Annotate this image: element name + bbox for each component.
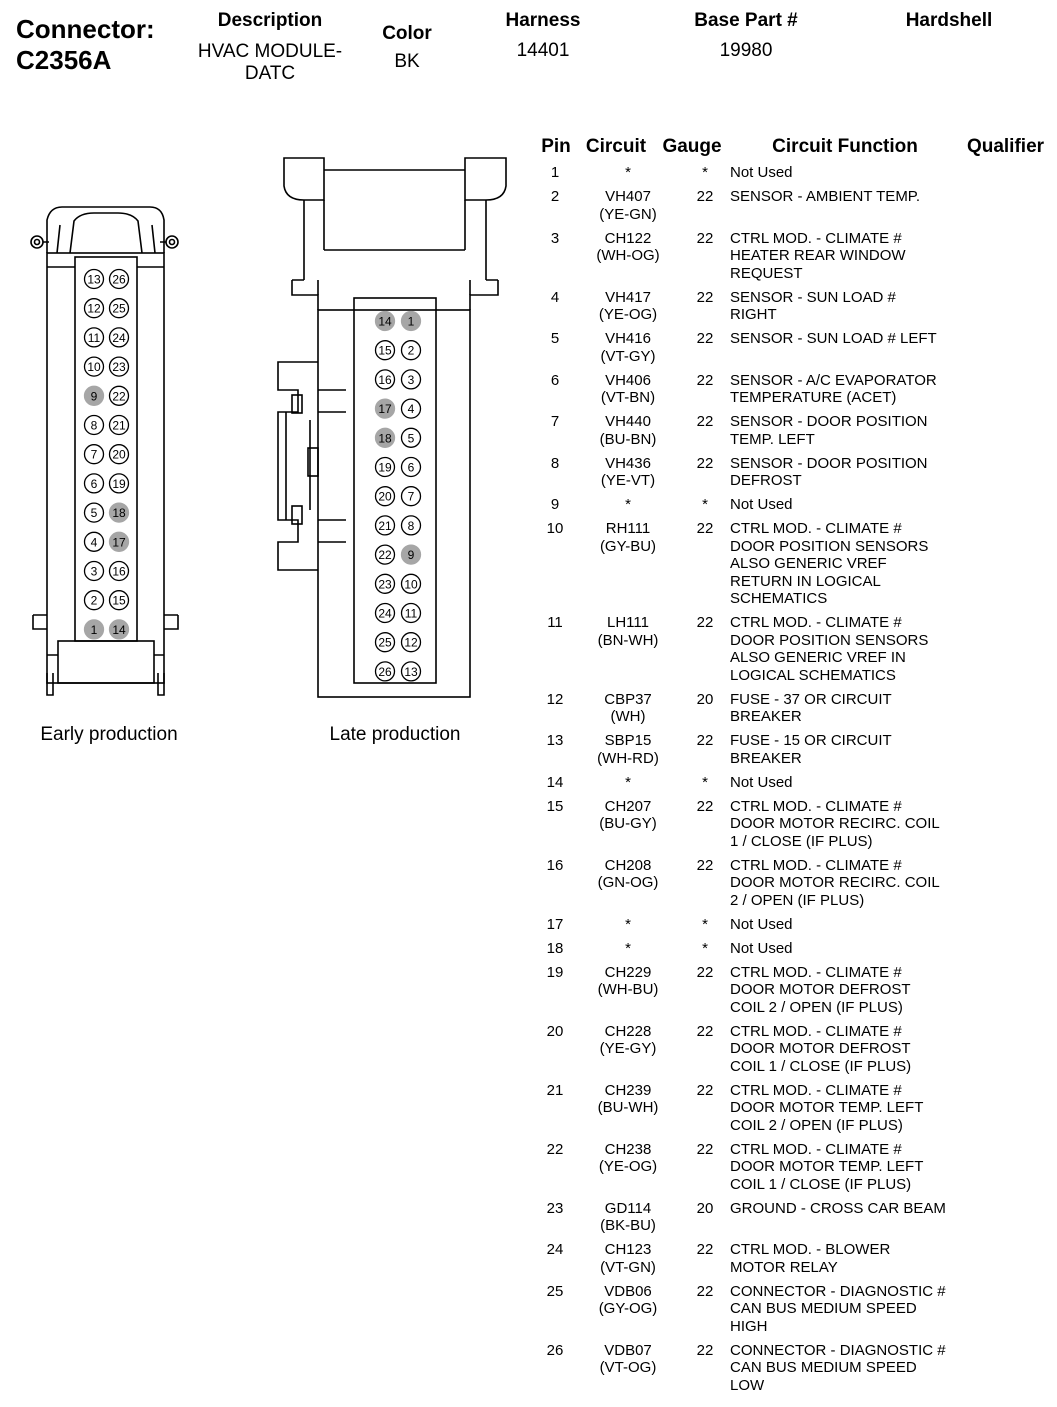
circuit-cell: * <box>625 496 631 513</box>
early-pin-grid <box>85 270 129 639</box>
pin-column-header: Pin <box>541 136 571 157</box>
circuit-cell: VH417 (YE-OG) <box>598 288 658 323</box>
early-pin-label: 13 <box>87 272 101 287</box>
pin-cell: 25 <box>546 1282 564 1300</box>
function-cell: CONNECTOR - DIAGNOSTIC # CAN BUS MEDIUM SPEED LOW <box>730 1341 946 1394</box>
circuit-cell: * <box>625 164 631 181</box>
late-pin-label: 8 <box>407 518 415 533</box>
early-pin-label: 20 <box>112 447 126 462</box>
function-cell: SENSOR - DOOR POSITION DEFROST <box>730 454 928 489</box>
pin-cell: 23 <box>546 1199 564 1217</box>
connector-id: C2356A <box>16 45 112 75</box>
early-pin-label: 16 <box>112 564 126 579</box>
late-pin-label: 20 <box>378 489 392 504</box>
early-pin-label: 7 <box>90 447 98 462</box>
pin-cell: 17 <box>546 915 564 933</box>
late-pin-label: 15 <box>378 343 392 358</box>
early-pin-label: 23 <box>112 360 126 375</box>
early-pin-label: 1 <box>90 622 98 637</box>
function-cell: FUSE - 37 OR CIRCUIT BREAKER <box>730 690 892 725</box>
early-pin-label: 21 <box>112 418 126 433</box>
gauge-cell: 20 <box>696 1199 714 1217</box>
function-cell: CTRL MOD. - CLIMATE # DOOR MOTOR RECIRC. COIL 1 / CLOSE (IF PLUS) <box>730 797 940 850</box>
late-production-connector-diagram <box>270 150 510 705</box>
circuit-cell: LH111 (BN-WH) <box>597 614 659 649</box>
early-pin-label: 19 <box>112 476 126 491</box>
late-pin-label: 16 <box>378 372 392 387</box>
pin-cell: 18 <box>546 939 564 957</box>
circuit-cell: * <box>625 939 631 957</box>
pin-cell: 26 <box>546 1341 564 1359</box>
gauge-cell: * <box>702 164 708 181</box>
circuit-cell: VDB07 (VT-OG) <box>599 1341 657 1376</box>
gauge-cell: * <box>702 915 708 933</box>
pin-cell: 15 <box>546 797 564 815</box>
function-cell: CTRL MOD. - BLOWER MOTOR RELAY <box>730 1241 891 1276</box>
function-cell: SENSOR - A/C EVAPORATOR TEMPERATURE (ACET) <box>730 371 937 406</box>
gauge-column-header: Gauge <box>662 136 722 157</box>
function-cell: Not Used <box>730 915 793 933</box>
early-pin-label: 26 <box>112 272 126 287</box>
pin-cell: 5 <box>550 330 560 347</box>
circuit-cell: GD114 (BK-BU) <box>600 1199 656 1234</box>
pin-cell: 9 <box>550 496 560 513</box>
early-pin-label: 6 <box>90 476 98 491</box>
late-pin-label: 2 <box>407 343 415 358</box>
early-pin-label: 2 <box>90 593 98 608</box>
early-pin-label: 24 <box>112 330 126 345</box>
pin-cell: 3 <box>550 229 560 247</box>
gauge-cell: 22 <box>696 797 714 815</box>
gauge-cell: 20 <box>696 690 714 708</box>
late-pin-label: 24 <box>378 606 392 621</box>
color-label: Color <box>382 23 432 44</box>
late-pin-label: 7 <box>407 489 415 504</box>
early-pin-label: 10 <box>87 360 101 375</box>
early-pin-label: 15 <box>112 593 126 608</box>
gauge-cell: 22 <box>696 963 714 981</box>
circuit-cell: CH208 (GN-OG) <box>597 856 659 891</box>
gauge-cell: 22 <box>696 614 714 631</box>
function-cell: Not Used <box>730 773 793 791</box>
function-cell: Not Used <box>730 164 793 181</box>
function-cell: CTRL MOD. - CLIMATE # DOOR MOTOR RECIRC. COIL 2 / OPEN (IF PLUS) <box>730 856 940 909</box>
description-label: Description <box>217 10 323 31</box>
harness-label: Harness <box>505 10 581 31</box>
late-pin-label: 22 <box>378 548 392 563</box>
function-cell: CTRL MOD. - CLIMATE # DOOR MOTOR DEFROST COIL 1 / CLOSE (IF PLUS) <box>730 1022 912 1075</box>
harness-value: 14401 <box>516 40 570 61</box>
late-pin-label: 14 <box>378 314 392 329</box>
gauge-cell: 22 <box>696 1081 714 1099</box>
early-pin-label: 12 <box>87 301 101 316</box>
pin-cell: 11 <box>547 614 563 631</box>
gauge-cell: 22 <box>696 1022 714 1040</box>
gauge-cell: 22 <box>696 188 714 205</box>
pin-cell: 22 <box>546 1140 564 1158</box>
early-pin-label: 4 <box>90 535 98 550</box>
pin-cell: 14 <box>546 773 564 791</box>
late-pin-label: 1 <box>407 314 415 329</box>
circuit-cell: VH436 (YE-VT) <box>600 454 656 489</box>
gauge-cell: * <box>702 939 708 957</box>
function-column-header: Circuit Function <box>772 136 918 157</box>
function-cell: SENSOR - SUN LOAD # LEFT <box>730 330 937 347</box>
early-pin-label: 5 <box>90 506 98 521</box>
late-production-caption: Late production <box>329 724 461 745</box>
pin-cell: 12 <box>546 690 564 708</box>
circuit-cell: CH123 (VT-GN) <box>600 1241 656 1276</box>
function-cell: SENSOR - DOOR POSITION TEMP. LEFT <box>730 413 928 448</box>
late-pin-label: 25 <box>378 635 392 650</box>
late-pin-label: 21 <box>378 518 392 533</box>
late-pin-label: 17 <box>378 402 392 417</box>
early-pin-label: 25 <box>112 301 126 316</box>
description-value: HVAC MODULE- DATC <box>197 41 343 84</box>
gauge-cell: 22 <box>696 1241 714 1258</box>
pin-cell: 1 <box>550 164 560 181</box>
function-cell: Not Used <box>730 939 793 957</box>
late-pin-label: 4 <box>407 402 415 417</box>
late-pin-label: 19 <box>378 460 392 475</box>
circuit-cell: CH239 (BU-WH) <box>597 1081 659 1116</box>
base-part-label: Base Part # <box>694 10 798 31</box>
pin-cell: 7 <box>550 413 560 430</box>
hardshell-label: Hardshell <box>905 10 993 31</box>
gauge-cell: 22 <box>696 1282 714 1300</box>
circuit-cell: CH207 (BU-GY) <box>599 797 657 832</box>
function-cell: CTRL MOD. - CLIMATE # DOOR POSITION SENSORS ALSO GENERIC VREF RETURN IN LOGICAL SCHEMATICS <box>730 520 929 607</box>
pin-cell: 20 <box>546 1022 564 1040</box>
late-pin-label: 11 <box>404 606 418 621</box>
pin-cell: 6 <box>550 371 560 389</box>
late-pin-label: 18 <box>378 431 392 446</box>
circuit-cell: * <box>625 915 631 933</box>
qualifier-column-header: Qualifier <box>966 136 1045 157</box>
late-pin-label: 12 <box>404 635 418 650</box>
early-pin-label: 14 <box>112 622 126 637</box>
early-pin-label: 11 <box>87 330 101 345</box>
gauge-cell: 22 <box>696 454 714 472</box>
pin-cell: 24 <box>546 1241 564 1258</box>
circuit-cell: VDB06 (GY-OG) <box>598 1282 658 1317</box>
late-pin-label: 6 <box>407 460 415 475</box>
pin-cell: 19 <box>546 963 564 981</box>
circuit-cell: VH407 (YE-GN) <box>599 188 657 223</box>
base-part-value: 19980 <box>719 40 773 61</box>
late-pin-label: 9 <box>407 548 415 563</box>
circuit-cell: CH229 (WH-BU) <box>597 963 659 998</box>
gauge-cell: 22 <box>696 520 714 537</box>
function-cell: CTRL MOD. - CLIMATE # DOOR MOTOR TEMP. LEFT COIL 1 / CLOSE (IF PLUS) <box>730 1140 924 1193</box>
early-production-connector-diagram <box>0 195 200 705</box>
gauge-cell: 22 <box>696 371 714 389</box>
circuit-cell: CBP37 (WH) <box>604 690 652 725</box>
function-cell: CTRL MOD. - CLIMATE # HEATER REAR WINDOW REQUEST <box>730 229 906 282</box>
circuit-cell: RH111 (GY-BU) <box>599 520 657 555</box>
gauge-cell: 22 <box>696 732 714 749</box>
function-cell: CONNECTOR - DIAGNOSTIC # CAN BUS MEDIUM SPEED HIGH <box>730 1282 946 1335</box>
circuit-column-header: Circuit <box>585 136 647 157</box>
circuit-cell: VH406 (VT-BN) <box>600 371 656 406</box>
gauge-cell: 22 <box>696 1341 714 1359</box>
function-cell: Not Used <box>730 496 793 513</box>
early-pin-label: 22 <box>112 389 126 404</box>
gauge-cell: 22 <box>696 288 714 306</box>
late-pin-label: 13 <box>404 664 418 679</box>
pin-cell: 13 <box>546 732 564 749</box>
function-cell: FUSE - 15 OR CIRCUIT BREAKER <box>730 732 892 767</box>
gauge-cell: 22 <box>696 330 714 347</box>
circuit-cell: * <box>625 773 631 791</box>
late-pin-label: 26 <box>378 664 392 679</box>
gauge-cell: * <box>702 773 708 791</box>
pin-table <box>537 164 1057 1404</box>
early-production-caption: Early production <box>40 724 178 745</box>
early-pin-label: 3 <box>90 564 98 579</box>
gauge-cell: 22 <box>696 1140 714 1158</box>
circuit-cell: VH440 (BU-BN) <box>599 413 657 448</box>
circuit-cell: CH228 (YE-GY) <box>599 1022 657 1057</box>
circuit-cell: SBP15 (WH-RD) <box>597 732 659 767</box>
function-cell: CTRL MOD. - CLIMATE # DOOR MOTOR DEFROST COIL 2 / OPEN (IF PLUS) <box>730 963 911 1016</box>
connector-label: Connector: <box>16 14 155 44</box>
gauge-cell: 22 <box>696 229 714 247</box>
early-connector-housing <box>31 207 178 695</box>
late-pin-grid <box>376 312 421 681</box>
circuit-cell: VH416 (VT-GY) <box>600 330 656 365</box>
gauge-cell: 22 <box>696 856 714 874</box>
function-cell: SENSOR - SUN LOAD # RIGHT <box>730 288 896 323</box>
late-pin-label: 3 <box>407 372 415 387</box>
color-value: BK <box>394 51 420 72</box>
early-pin-label: 18 <box>112 506 126 521</box>
pin-cell: 16 <box>546 856 564 874</box>
function-cell: CTRL MOD. - CLIMATE # DOOR POSITION SENSORS ALSO GENERIC VREF IN LOGICAL SCHEMATICS <box>730 614 929 684</box>
pin-cell: 10 <box>546 520 564 537</box>
pin-cell: 8 <box>550 454 560 472</box>
pin-cell: 21 <box>546 1081 564 1099</box>
early-pin-label: 9 <box>90 389 98 404</box>
pin-cell: 2 <box>550 188 560 205</box>
function-cell: SENSOR - AMBIENT TEMP. <box>730 188 921 205</box>
gauge-cell: * <box>702 496 708 513</box>
early-pin-label: 17 <box>112 535 126 550</box>
late-pin-label: 5 <box>407 431 415 446</box>
circuit-cell: CH238 (YE-OG) <box>598 1140 658 1175</box>
circuit-cell: CH122 (WH-OG) <box>596 229 660 264</box>
function-cell: GROUND - CROSS CAR BEAM <box>730 1199 946 1217</box>
late-pin-label: 10 <box>404 577 418 592</box>
pin-cell: 4 <box>550 288 560 306</box>
early-pin-label: 8 <box>90 418 98 433</box>
gauge-cell: 22 <box>696 413 714 430</box>
function-cell: CTRL MOD. - CLIMATE # DOOR MOTOR TEMP. LEFT COIL 2 / OPEN (IF PLUS) <box>730 1081 924 1134</box>
late-pin-label: 23 <box>378 577 392 592</box>
